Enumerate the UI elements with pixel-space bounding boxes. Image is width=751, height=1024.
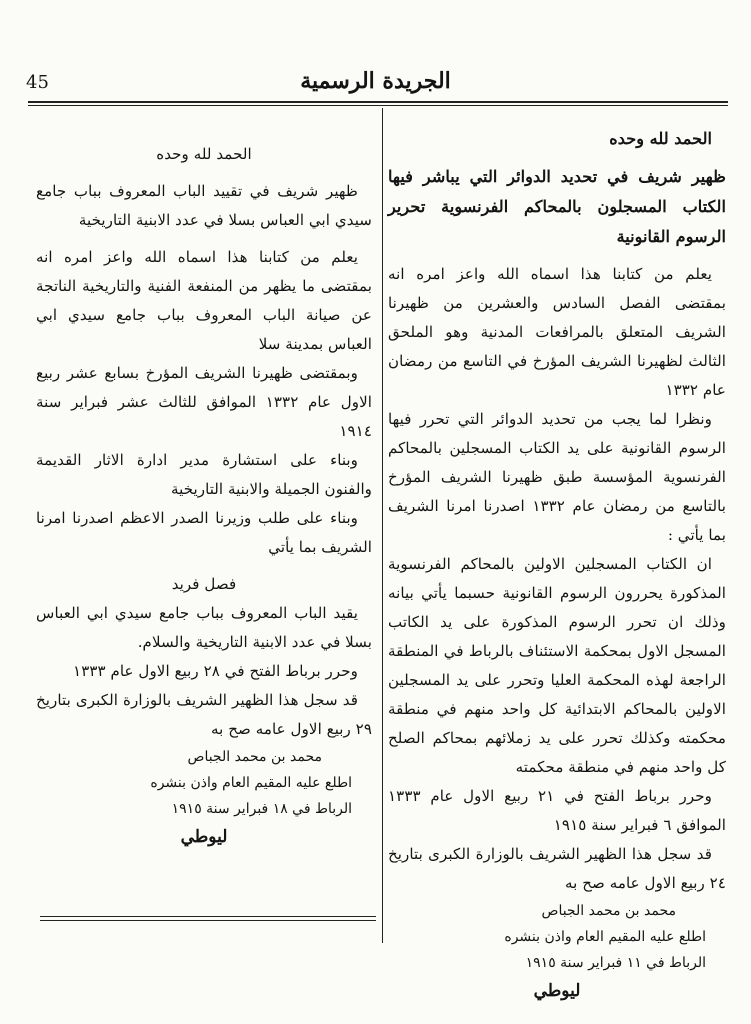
decree-heading: ظهير شريف في تحديد الدوائر التي يباشر فيها الكتاب المسجلون بالمحاكم الفرنسوية تحرير الرسوم القانونية	[388, 167, 726, 246]
approval-note: اطلع عليه المقيم العام واذن بنشره	[504, 929, 706, 945]
paragraph: يعلم من كتابنا هذا اسماه الله واعز امره انه بمقتضى ما يظهر من المنفعة الفنية والتاريخية الناتجة عن صيانة الباب المعروف بباب جامع سيدي ابي العباس بمدينة سلا	[36, 248, 372, 353]
left-column	[36, 140, 372, 852]
paragraph: يقيد الباب المعروف بباب جامع سيدي ابي العباس بسلا في عدد الابنية التاريخية والسلام.	[36, 604, 372, 651]
approval-date: الرباط في ١١ فبراير سنة ١٩١٥	[525, 955, 706, 971]
signature: ليوطي	[533, 981, 581, 1001]
approval-date: الرباط في ١٨ فبراير سنة ١٩١٥	[171, 801, 352, 817]
signature: ليوطي	[180, 827, 228, 847]
registrar-name: محمد بن محمد الجباص	[187, 749, 322, 765]
header-rule-thin	[28, 105, 728, 106]
registration-note: قد سجل هذا الظهير الشريف بالوزارة الكبرى بتاريخ ٢٤ ربيع الاول عامه صح به	[388, 845, 726, 892]
newspaper-title: الجريدة الرسمية	[300, 68, 451, 94]
approval-note: اطلع عليه المقيم العام واذن بنشره	[150, 775, 352, 791]
paragraph: ونظرا لما يجب من تحديد الدوائر التي تحرر فيها الرسوم القانونية على يد الكتاب المسجلين بالمحاكم الفرنسوية المؤسسة طبق ظهيرنا الشريف المؤرخ بالتاسع من رمضان عام ١٣٣٢ اصدرنا امرنا الشريف بما يأتي :	[388, 410, 726, 544]
paragraph: وبناء على طلب وزيرنا الصدر الاعظم اصدرنا امرنا الشريف بما يأتي	[36, 509, 372, 556]
paragraph: ان الكتاب المسجلين الاولين بالمحاكم الفرنسوية المذكورة يحررون الرسوم القانونية حسبما يأتي بيانه وذلك ان تحرر الرسوم المذكورة على يد الكاتب المسجل الاول بمحكمة الاستئناف بالرباط في المنطقة الراجعة لهذه المحكمة العليا وتحرر على يد المسجلين الاولين بالمحاكم الابتدائية كل واحد منهم في منطقة محكمته وكذلك تحرر على يد زملائهم بمحاكم الصلح كل واحد منهم في منطقة محكمته	[388, 555, 726, 776]
section-title: فصل فريد	[171, 575, 237, 593]
paragraph: وبمقتضى ظهيرنا الشريف المؤرخ بسابع عشر ربيع الاول عام ١٣٣٢ الموافق للثالث عشر فبراير سنة ١٩١٤	[36, 364, 373, 440]
issue-date: وحرر برباط الفتح في ٢٨ ربيع الاول عام ١٣٣٣	[73, 662, 358, 680]
column-divider	[382, 108, 383, 943]
decree-heading: ظهير شريف في تقييد الباب المعروف بباب جامع سيدي ابي العباس بسلا في عدد الابنية التاريخية	[36, 182, 372, 229]
paragraph: وبناء على استشارة مدير ادارة الاثار القديمة والفنون الجميلة والابنية التاريخية	[36, 451, 372, 498]
registrar-name: محمد بن محمد الجباص	[541, 903, 676, 919]
registration-note: قد سجل هذا الظهير الشريف بالوزارة الكبرى بتاريخ ٢٩ ربيع الاول عامه صح به	[36, 691, 372, 738]
right-column	[388, 124, 726, 1006]
issue-date: وحرر برباط الفتح في ٢١ ربيع الاول عام ١٣٣٣ الموافق ٦ فبراير سنة ١٩١٥	[388, 787, 726, 834]
footer-rule	[40, 916, 376, 917]
footer-rule-thin	[40, 920, 376, 921]
invocation: الحمد لله وحده	[156, 145, 252, 163]
invocation: الحمد لله وحده	[609, 129, 712, 148]
page-number: 45	[26, 72, 49, 93]
paragraph: يعلم من كتابنا هذا اسماه الله واعز امره انه بمقتضى الفصل السادس والعشرين من ظهيرنا الشريف المتعلق بالمرافعات المدنية وهو الملحق الثالث لظهيرنا الشريف المؤرخ في التاسع من رمضان عام ١٣٣٢	[388, 265, 726, 399]
header-rule	[28, 101, 728, 103]
